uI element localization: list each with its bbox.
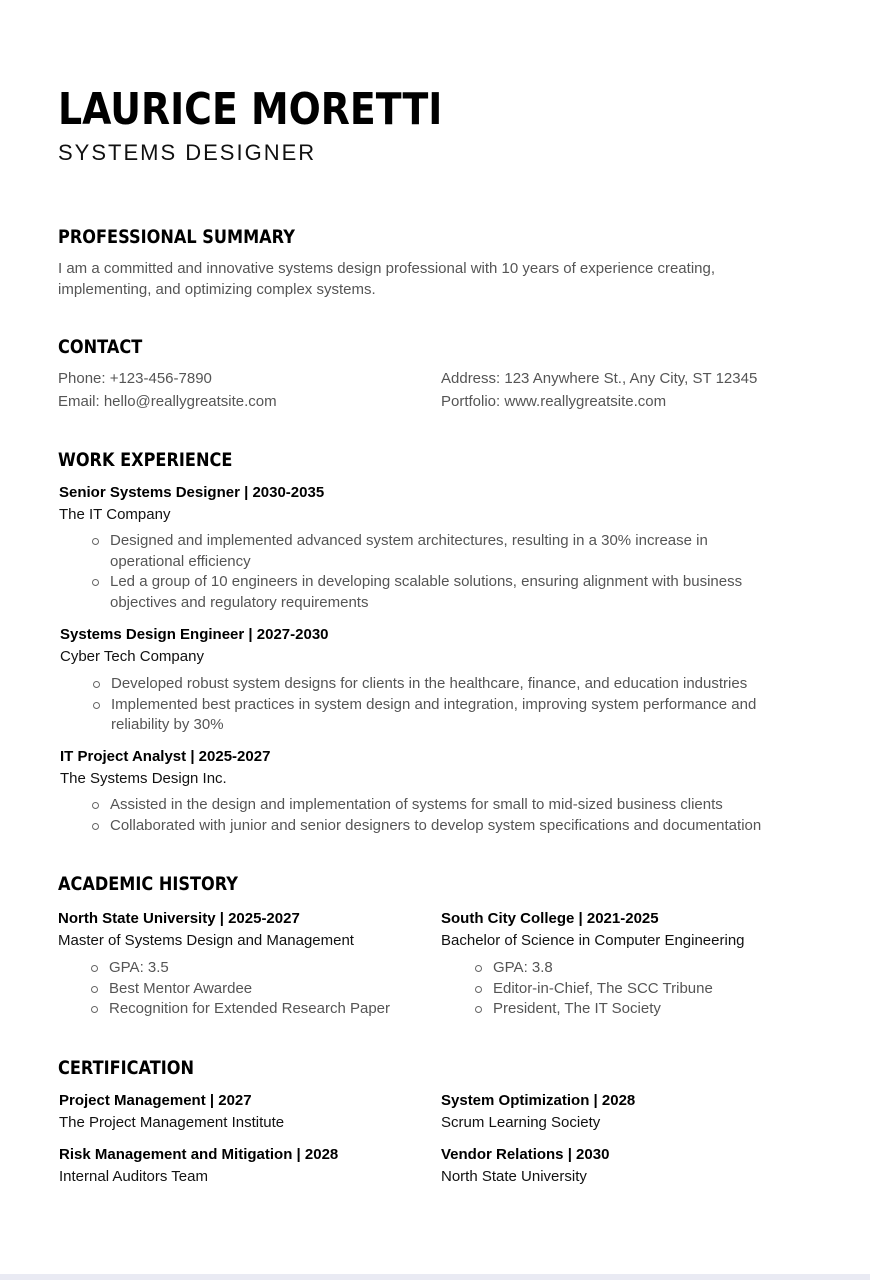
section-title-academic: ACADEMIC HISTORY bbox=[58, 873, 239, 895]
cert-issuer: Internal Auditors Team bbox=[59, 1168, 208, 1185]
school-degree: Bachelor of Science in Computer Engineering bbox=[441, 932, 745, 949]
cert-issuer: The Project Management Institute bbox=[59, 1114, 285, 1131]
list-item: Collaborated with junior and senior designers to develop system specifications and documentation bbox=[90, 816, 790, 837]
list-item: President, The IT Society bbox=[473, 999, 803, 1020]
list-item: Led a group of 10 engineers in developing scalable solutions, ensuring alignment with business objectives and regulatory requirements bbox=[90, 572, 770, 613]
page-bottom-edge bbox=[0, 1274, 870, 1280]
cert-title: Risk Management and Mitigation | 2028 bbox=[59, 1146, 339, 1163]
job-company: Cyber Tech Company bbox=[60, 648, 204, 665]
contact-phone: Phone: +123-456-7890 bbox=[58, 370, 212, 387]
school-degree: Master of Systems Design and Management bbox=[58, 932, 354, 949]
contact-address: Address: 123 Anywhere St., Any City, ST 12345 bbox=[441, 370, 758, 387]
cert-title: Project Management | 2027 bbox=[59, 1092, 252, 1109]
list-item: Editor-in-Chief, The SCC Tribune bbox=[473, 979, 803, 1000]
cert-title: System Optimization | 2028 bbox=[441, 1092, 636, 1109]
list-item: Best Mentor Awardee bbox=[89, 979, 419, 1000]
school-bullets bbox=[89, 958, 419, 1020]
job-title: IT Project Analyst | 2025-2027 bbox=[60, 748, 271, 765]
section-title-contact: CONTACT bbox=[58, 336, 143, 358]
school-title: North State University | 2025-2027 bbox=[58, 910, 300, 927]
list-item: Implemented best practices in system design and integration, improving system performance and reliability by 30% bbox=[91, 695, 771, 736]
job-title: Systems Design Engineer | 2027-2030 bbox=[60, 626, 329, 643]
candidate-name: LAURICE MORETTI bbox=[58, 84, 443, 135]
section-title-work: WORK EXPERIENCE bbox=[58, 449, 233, 471]
section-title-summary: PROFESSIONAL SUMMARY bbox=[58, 226, 295, 248]
list-item: GPA: 3.8 bbox=[473, 958, 803, 979]
list-item: GPA: 3.5 bbox=[89, 958, 419, 979]
list-item: Developed robust system designs for clients in the healthcare, finance, and education industries bbox=[91, 674, 771, 695]
list-item: Designed and implemented advanced system architectures, resulting in a 30% increase in operational efficiency bbox=[90, 531, 770, 572]
contact-portfolio: Portfolio: www.reallygreatsite.com bbox=[441, 393, 667, 410]
summary-text: I am a committed and innovative systems design professional with 10 years of experience creating, implementing, and optimizing complex systems. bbox=[58, 260, 715, 298]
section-title-certification: CERTIFICATION bbox=[58, 1057, 195, 1079]
list-item: Assisted in the design and implementation of systems for small to mid-sized business clients bbox=[90, 795, 790, 816]
job-company: The IT Company bbox=[59, 506, 171, 523]
job-bullets bbox=[90, 795, 790, 836]
cert-issuer: North State University bbox=[441, 1168, 587, 1185]
job-title: Senior Systems Designer | 2030-2035 bbox=[59, 484, 325, 501]
candidate-role: SYSTEMS DESIGNER bbox=[58, 140, 317, 165]
cert-issuer: Scrum Learning Society bbox=[441, 1114, 601, 1131]
cert-title: Vendor Relations | 2030 bbox=[441, 1146, 610, 1163]
job-bullets bbox=[91, 674, 771, 736]
school-bullets bbox=[473, 958, 803, 1020]
job-bullets bbox=[90, 531, 770, 613]
contact-email: Email: hello@reallygreatsite.com bbox=[58, 393, 277, 410]
list-item: Recognition for Extended Research Paper bbox=[89, 999, 419, 1020]
school-title: South City College | 2021-2025 bbox=[441, 910, 659, 927]
job-company: The Systems Design Inc. bbox=[60, 770, 227, 787]
